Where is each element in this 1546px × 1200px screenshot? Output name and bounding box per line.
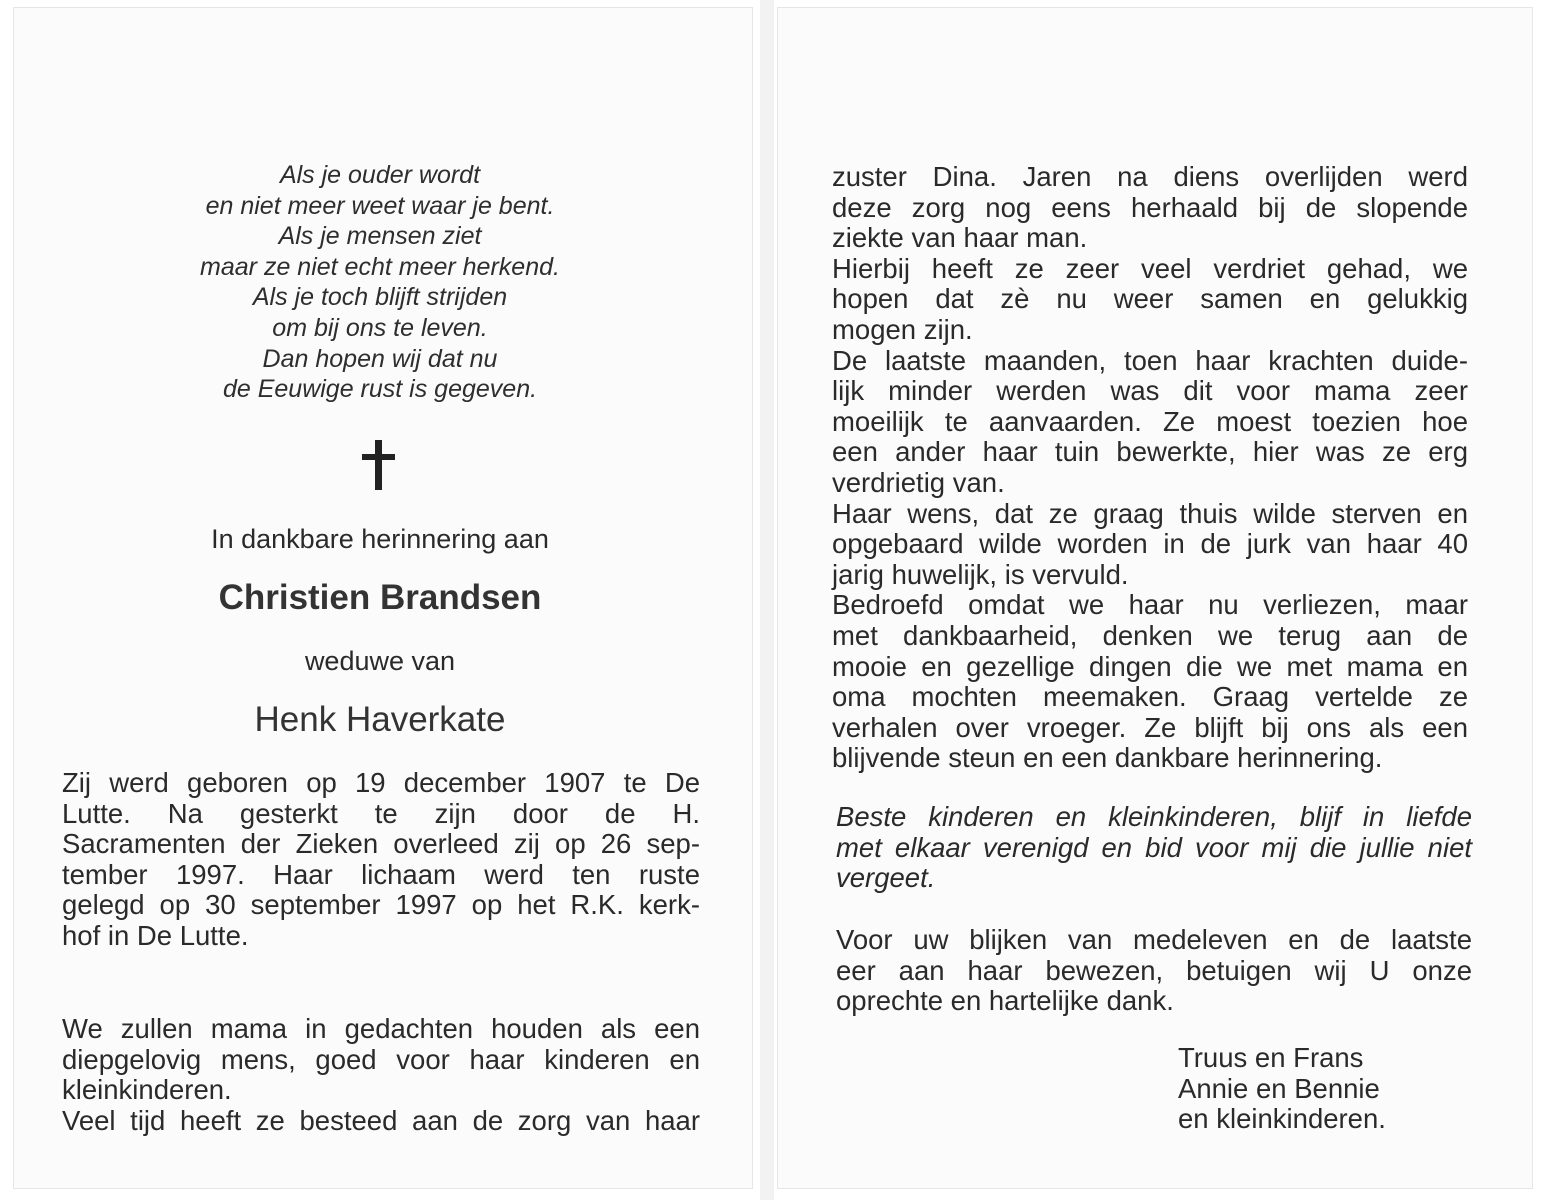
farewell-quote — [836, 802, 1472, 894]
signer-line: en kleinkinderen. — [1178, 1103, 1386, 1135]
text-line: oma mochten meemaken. Graag vertelde ze — [832, 681, 1468, 713]
text-line: mooie en gezellige dingen die we met mama en — [832, 650, 1468, 682]
text-line: gelegd op 30 september 1997 op het R.K. kerk- — [62, 889, 700, 921]
biography-paragraph — [62, 768, 700, 952]
text-line: diepgelovig mens, goed voor haar kinderen en — [62, 1043, 700, 1075]
text-line: met elkaar verenigd en bid voor mij die jullie niet — [836, 831, 1472, 863]
text-line: jarig huwelijk, is vervuld. — [832, 558, 1129, 590]
memory-paragraph — [62, 1014, 700, 1136]
text-line: Lutte. Na gesterkt te zijn door de H. — [62, 797, 700, 829]
poem-line: en niet meer weet waar je bent. — [205, 191, 555, 220]
text-line: met dankbaarheid, denken we terug aan de — [832, 619, 1468, 651]
thanks-paragraph — [836, 925, 1472, 1017]
signer-line: Truus en Frans — [1178, 1042, 1364, 1073]
text-line: Voor uw blijken van medeleven en de laatste — [836, 924, 1472, 955]
husband-name: Henk Haverkate — [254, 700, 506, 739]
text-line: opgebaard wilde worden in de jurk van haar 40 — [832, 528, 1468, 560]
text-line: oprechte en hartelijke dank. — [836, 985, 1174, 1017]
dedication-text: In dankbare herinnering aan — [211, 524, 549, 554]
poem — [150, 160, 610, 405]
text-line: deze zorg nog eens herhaald bij de slopende — [832, 191, 1468, 223]
text-line: We zullen mama in gedachten houden als een — [62, 1013, 700, 1044]
text-line: Veel tijd heeft ze besteed aan de zorg van haar — [62, 1104, 700, 1136]
text-line: lijk minder werden was dit voor mama zeer — [832, 375, 1468, 407]
widow-of-text: weduwe van — [304, 646, 456, 676]
text-line: moeilijk te aanvaarden. Ze moest toezien hoe — [832, 405, 1468, 437]
text-line: ziekte van haar man. — [832, 222, 1088, 254]
text-line: De laatste maanden, toen haar krachten duide- — [832, 344, 1468, 376]
poem-line: Dan hopen wij dat nu — [262, 344, 498, 373]
text-line: Bedroefd omdat we haar nu verliezen, maar — [832, 589, 1468, 621]
text-line: Zij werd geboren op 19 december 1907 te De — [62, 767, 700, 798]
deceased-name: Christien Brandsen — [218, 578, 542, 617]
poem-line: maar ze niet echt meer herkend. — [200, 252, 560, 281]
signers-block — [1178, 1043, 1386, 1135]
continuation-paragraph — [832, 162, 1468, 774]
text-line: mogen zijn. — [832, 313, 973, 345]
text-line: kleinkinderen. — [62, 1074, 232, 1106]
poem-line: om bij ons te leven. — [272, 313, 488, 342]
text-line: verdrietig van. — [832, 466, 1005, 498]
text-line: hopen dat zè nu weer samen en gelukkig — [832, 283, 1468, 315]
text-line: tember 1997. Haar lichaam werd ten ruste — [62, 858, 700, 890]
text-line: Beste kinderen en kleinkinderen, blijf in liefde — [836, 801, 1472, 832]
text-line: eer aan haar bewezen, betuigen wij U onze — [836, 954, 1472, 986]
poem-line: Als je toch blijft strijden — [252, 283, 508, 312]
text-line: verhalen over vroeger. Ze blijft bij ons als een — [832, 711, 1468, 743]
text-line: hof in De Lutte. — [62, 919, 249, 951]
card-fold-divider — [760, 0, 774, 1200]
signer-line: Annie en Bennie — [1178, 1072, 1380, 1104]
cross-icon — [360, 440, 400, 490]
text-line: een ander haar tuin bewerkte, hier was ze erg — [832, 436, 1468, 468]
text-line: blijvende steun en een dankbare herinnering. — [832, 742, 1383, 774]
text-line: zuster Dina. Jaren na diens overlijden werd — [832, 161, 1468, 192]
text-line: Sacramenten der Zieken overleed zij op 26 sep- — [62, 828, 700, 860]
poem-line: Als je ouder wordt — [279, 161, 481, 189]
text-line: vergeet. — [836, 862, 936, 894]
text-line: Haar wens, dat ze graag thuis wilde sterven en — [832, 497, 1468, 529]
poem-line: Als je mensen ziet — [278, 222, 482, 251]
poem-line: de Eeuwige rust is gegeven. — [222, 375, 538, 404]
text-line: Hierbij heeft ze zeer veel verdriet gehad, we — [832, 252, 1468, 284]
